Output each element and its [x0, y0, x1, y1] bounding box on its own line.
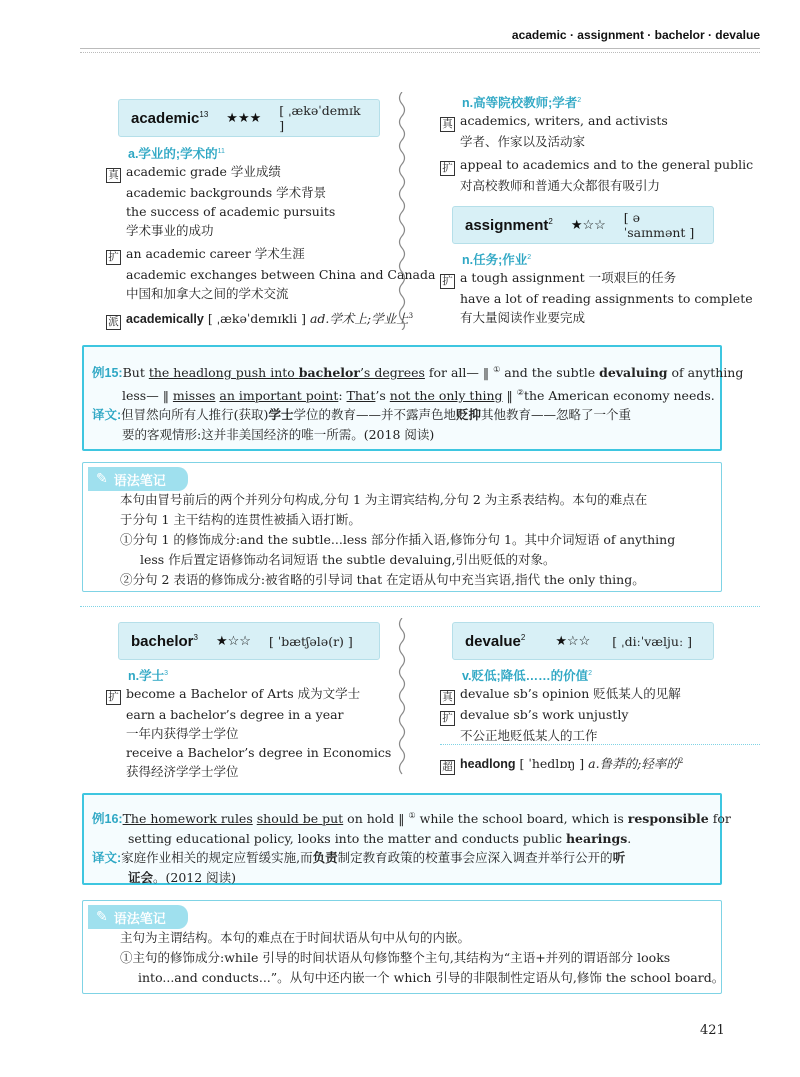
phonetic: [ ˌækəˈdemɪk ] [279, 103, 361, 133]
tag-kuo: 扩 [440, 711, 455, 726]
example-line: 扩 a tough assignment 一项艰巨的任务 [440, 268, 760, 289]
star-rating: ★☆☆ [570, 217, 606, 233]
headword: devalue$^2$ [465, 632, 526, 650]
example-label: 例15: [92, 366, 123, 381]
entry-bachelor-headword [118, 622, 380, 660]
tag-pai: 派 [106, 315, 121, 330]
pos-definition: n.任务;作业$^2$ [462, 253, 532, 267]
tag-kuo: 扩 [106, 250, 121, 265]
academic-examples [106, 162, 436, 330]
phonetic: [ ˈbætʃələ(r) ] [268, 633, 353, 649]
header-rule-dotted [80, 52, 760, 53]
translation-label: 译文: [92, 408, 122, 423]
example-line: 一年内获得学士学位 [126, 726, 239, 741]
entry-assignment-headword [452, 206, 714, 244]
headword: academic$^{13}$ [131, 109, 209, 127]
pos-definition: a.学业的;学术的$^{11}$ [128, 147, 225, 161]
devalue-examples [440, 684, 760, 745]
phonetic: [ əˈsaɪnmənt ] [623, 210, 695, 240]
header-rule [80, 48, 760, 49]
translation-label: 译文: [92, 851, 122, 866]
example-line: 扩 appeal to academics and to the general public [440, 155, 760, 176]
example-line: receive a Bachelor’s degree in Economics [126, 745, 392, 760]
tag-zhen: 真 [106, 168, 121, 183]
star-rating: ★★★ [226, 110, 262, 126]
example-label: 例16: [92, 812, 123, 827]
tag-kuo: 扩 [106, 690, 121, 705]
bachelor-examples [106, 684, 396, 781]
example-line: 对高校教师和普通大众都很有吸引力 [460, 178, 661, 193]
entry-devalue-headword [452, 622, 714, 660]
example-line: academic exchanges between China and Canada [126, 267, 436, 282]
grammar-note-body: 主句为主谓结构。本句的难点在于时间状语从句中从句的内嵌。 ①主句的修饰成分:while 引导的时间状语从句修饰整个主句,其结构为“主语+并列的谓语部分 looks into...and conducts...”。从句中还内嵌一个 which 引导的非限制性定语从句,修饰 the school board。 [120, 930, 725, 985]
example-line: 有大量阅读作业要完成 [460, 310, 586, 325]
example-line: academic backgrounds 学术背景 [126, 185, 327, 200]
extra-word-rule [440, 744, 760, 745]
example-line: 扩 devalue sb’s work unjustly [440, 705, 760, 726]
column-divider [396, 92, 408, 330]
pen-icon: ✎ [96, 471, 108, 487]
tag-kuo: 扩 [440, 161, 455, 176]
star-rating: ★☆☆ [215, 633, 251, 649]
grammar-note-body: 本句由冒号前后的两个并列分句构成,分句 1 为主谓宾结构,分句 2 为主系表结构。本句的难点在 于分句 1 主干结构的连贯性被插入语打断。 ①分句 1 的修饰成分:and the subtle...less 部分作插入语,修饰分句 1。其中介词短语 of anything less 作后置定语修饰动名词短语 the subtle devaluing,引出贬低的对象。 ②分句 2 表语的修饰成分:被省略的引导词 that 在定语从句中充当宾语,指代 the only thing。 [120, 492, 676, 587]
example-line: 学者、作家以及活动家 [460, 134, 586, 149]
section-separator [80, 606, 760, 607]
pos-definition-noun: n.高等院校教师;学者$^2$ [462, 96, 582, 110]
example-line: 获得经济学学士学位 [126, 764, 239, 779]
grammar-note-title: ✎ 语法笔记 [88, 905, 188, 929]
tag-zhen: 真 [440, 117, 455, 132]
example-line: 扩 an academic career 学术生涯 [106, 244, 396, 265]
example-line: earn a bachelor’s degree in a year [126, 707, 344, 722]
example-15-sentence: 例15:But the headlong push into bachelor’s degrees for all— ‖ ① and the subtle devaluing of anything less— ‖ misses an important point: That’s not the only thing ‖ ②the American economy needs. 译文:但冒然向所有人推行(获取)学士学位的教育——并不露声色地贬抑其他教育——忽略了一个重 要的客观情形:这并非美国经济的唯一所需。(2018 阅读) [92, 365, 744, 443]
example-line: the success of academic pursuits [126, 204, 336, 219]
tag-chao: 超 [440, 760, 455, 775]
tag-kuo: 扩 [440, 274, 455, 289]
entry-academic-headword [118, 99, 380, 137]
phonetic: [ ˌdiːˈvæljuː ] [612, 633, 693, 649]
example-line: 扩 become a Bachelor of Arts 成为文学士 [106, 684, 396, 705]
headword: assignment$^2$ [465, 216, 553, 234]
example-16-sentence: 例16:The homework rules should be put on hold ‖ ① while the school board, which is responsible for setting educational policy, looks into the matter and conducts public hearings. 译文:家庭作业相关的规定应暂缓实施,而负责制定教育政策的校董事会应深入调查并举行公开的听 证会。(2012 阅读) [92, 811, 731, 886]
assignment-examples [440, 268, 760, 327]
example-line: 中国和加拿大之间的学术交流 [126, 286, 289, 301]
example-line: have a lot of reading assignments to complete [460, 291, 753, 306]
grammar-note-title: ✎ 语法笔记 [88, 467, 188, 491]
example-line: 学术事业的成功 [126, 223, 214, 238]
star-rating: ★☆☆ [555, 633, 591, 649]
example-line: 真 academic grade 学业成绩 [106, 162, 396, 183]
pos-definition: n.学士$^3$ [128, 669, 169, 683]
derivative-line: 派 academically [ ˌækəˈdemɪkli ] ad.学术上;学业上$^3$ [106, 307, 396, 330]
example-line: 真 devalue sb’s opinion 贬低某人的见解 [440, 684, 760, 705]
column-divider [396, 618, 408, 778]
pen-icon: ✎ [96, 909, 108, 925]
example-line: 不公正地贬低某人的工作 [460, 728, 598, 743]
academic-noun-examples [440, 111, 760, 195]
extra-word-line: 超 headlong [ ˈhedlɒŋ ] a.鲁莽的;轻率的$^2$ [440, 752, 683, 775]
tag-zhen: 真 [440, 690, 455, 705]
running-title: academic · assignment · bachelor · devalue [511, 28, 760, 42]
pos-definition: v.贬低;降低……的价值$^2$ [462, 669, 593, 683]
page-number: 421 [700, 1023, 725, 1038]
example-line: 真 academics, writers, and activists [440, 111, 760, 132]
headword: bachelor$^3$ [131, 632, 198, 650]
